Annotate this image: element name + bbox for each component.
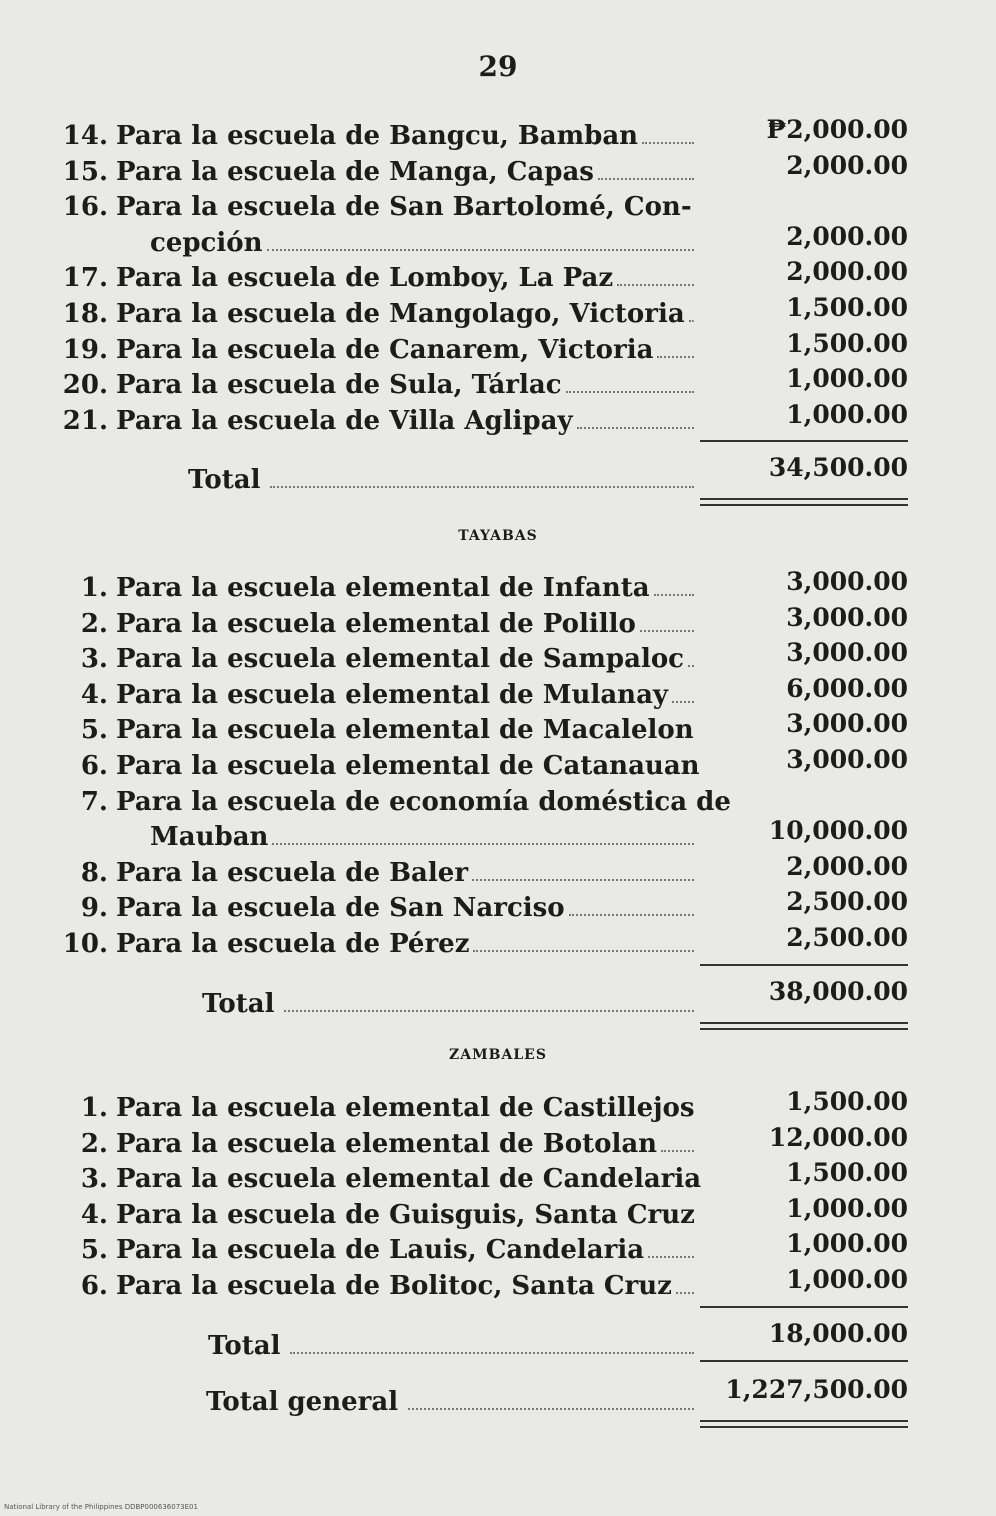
dot-leader: [598, 178, 694, 180]
grand-total-amount: 1,227,500.00: [725, 1374, 908, 1404]
item-number: 7.: [80, 786, 108, 817]
item-amount: 1,500.00: [786, 1087, 908, 1116]
item-number: 19.: [62, 334, 108, 365]
dot-leader: [290, 1352, 694, 1354]
item-amount: 3,000.00: [786, 567, 908, 596]
item-amount: ₱2,000.00: [766, 115, 908, 144]
item-number: 3.: [80, 1164, 108, 1195]
item-number: 14.: [62, 121, 108, 151]
item-number: 5.: [80, 715, 108, 746]
item-number: 21.: [62, 405, 108, 436]
dot-leader: [272, 843, 694, 845]
item-text: Para la escuela de Baler: [116, 857, 469, 888]
item-text: Para la escuela elemental de Macalelon: [116, 715, 694, 746]
dot-leader: [408, 1408, 694, 1410]
page-number: 29: [478, 50, 518, 83]
item-number: 3.: [80, 644, 108, 675]
dot-leader: [472, 879, 694, 881]
dot-leader: [284, 1010, 694, 1012]
item-text: cepción: [150, 227, 263, 258]
dot-leader: [577, 427, 694, 429]
item-number: 6.: [80, 1271, 108, 1301]
item-amount: 2,000.00: [786, 851, 908, 881]
item-amount: 1,000.00: [786, 1265, 908, 1294]
item-text: Para la escuela de Lauis, Candelaria: [116, 1235, 645, 1266]
item-amount: 2,000.00: [786, 257, 908, 287]
dot-leader: [657, 356, 694, 358]
item-amount: 1,500.00: [786, 293, 908, 322]
item-text: Para la escuela elemental de Botolan: [116, 1128, 658, 1159]
dot-leader: [566, 391, 694, 393]
dot-leader: [617, 284, 694, 286]
item-text: Para la escuela de Villa Aglipay: [116, 405, 573, 436]
item-amount: 1,000.00: [786, 399, 908, 429]
item-amount: 1,000.00: [786, 1229, 908, 1259]
item-text: Para la escuela de Lomboy, La Paz: [116, 263, 614, 294]
item-number: 2.: [80, 608, 108, 639]
dot-leader: [688, 665, 694, 667]
item-text: Para la escuela de Pérez: [116, 929, 470, 959]
item-number: 20.: [62, 370, 108, 401]
item-amount: 1,500.00: [786, 328, 908, 358]
item-number: 18.: [62, 299, 108, 329]
item-amount: 2,000.00: [786, 221, 908, 251]
item-number: 9.: [80, 893, 108, 924]
item-text: Para la escuela de San Narciso: [116, 893, 565, 924]
dot-leader: [661, 1150, 694, 1152]
total-amount: 38,000.00: [768, 976, 908, 1006]
item-text: Para la escuela de Bolitoc, Santa Cruz: [116, 1271, 672, 1301]
item-amount: 3,000.00: [786, 602, 908, 632]
item-text: Para la escuela de Manga, Capas: [116, 156, 594, 187]
item-text: Mauban: [150, 822, 269, 853]
dot-leader: [473, 950, 694, 952]
item-number: 1.: [80, 573, 108, 603]
dot-leader: [642, 142, 694, 144]
total-double-rule: [700, 498, 908, 506]
item-amount: 1,000.00: [786, 364, 908, 394]
total-amount: 18,000.00: [768, 1318, 908, 1348]
item-text: Para la escuela de Mangolago, Victoria: [116, 299, 685, 329]
dot-leader: [672, 701, 694, 703]
total-double-rule: [700, 1022, 908, 1030]
total-label: Total: [208, 1330, 281, 1361]
subtotal-rule: [700, 964, 908, 966]
item-amount: 12,000.00: [768, 1122, 908, 1152]
item-text: Para la escuela de Bangcu, Bamban: [116, 121, 639, 151]
subtotal-rule: [700, 440, 908, 442]
total-rule: [700, 1360, 908, 1362]
item-text: Para la escuela de economía doméstica de: [116, 786, 731, 817]
dot-leader: [569, 914, 694, 916]
dot-leader: [689, 320, 694, 322]
dot-leader: [676, 1292, 694, 1294]
item-number: 8.: [80, 857, 108, 888]
item-amount: 3,000.00: [786, 638, 908, 668]
item-amount: 10,000.00: [768, 816, 908, 846]
item-amount: 2,500.00: [786, 887, 908, 917]
dot-leader: [270, 486, 694, 488]
library-footer: National Library of the Philippines DDBP000636073E01: [4, 1503, 198, 1511]
item-text: Para la escuela elemental de Polillo: [116, 608, 636, 639]
grand-total-double-rule: [700, 1420, 908, 1428]
item-amount: 6,000.00: [786, 673, 908, 703]
item-number: 16.: [62, 192, 108, 223]
item-number: 6.: [80, 751, 108, 781]
item-number: 4.: [80, 1199, 108, 1230]
total-label: Total: [202, 988, 275, 1019]
item-text: Para la escuela de Sula, Tárlac: [116, 370, 562, 401]
dot-leader: [267, 249, 694, 251]
item-amount: 1,500.00: [786, 1158, 908, 1188]
item-text: Para la escuela elemental de Mulanay: [116, 679, 669, 710]
item-text: Para la escuela elemental de Catanauan: [116, 751, 700, 781]
item-amount: 2,000.00: [786, 150, 908, 180]
item-number: 4.: [80, 679, 108, 710]
item-amount: 2,500.00: [786, 923, 908, 952]
item-number: 1.: [80, 1093, 108, 1123]
item-number: 2.: [80, 1128, 108, 1159]
item-number: 17.: [62, 263, 108, 294]
item-number: 5.: [80, 1235, 108, 1266]
item-number: 15.: [62, 156, 108, 187]
item-text: Para la escuela elemental de Candelaria: [116, 1164, 702, 1195]
item-number: 10.: [62, 929, 108, 959]
section-heading: TAYABAS: [458, 528, 538, 544]
item-text: Para la escuela de Canarem, Victoria: [116, 334, 654, 365]
section-heading: ZAMBALES: [449, 1047, 547, 1063]
dot-leader: [654, 594, 694, 596]
dot-leader: [640, 630, 694, 632]
item-text: Para la escuela de San Bartolomé, Con-: [116, 192, 692, 223]
item-text: Para la escuela elemental de Castillejos: [116, 1093, 695, 1123]
subtotal-rule: [700, 1306, 908, 1308]
grand-total-label: Total general: [206, 1386, 399, 1417]
dot-leader: [648, 1256, 694, 1258]
item-amount: 3,000.00: [786, 709, 908, 739]
item-amount: 3,000.00: [786, 745, 908, 774]
total-amount: 34,500.00: [768, 453, 908, 483]
item-text: Para la escuela elemental de Sampaloc: [116, 644, 684, 675]
item-amount: 1,000.00: [786, 1193, 908, 1223]
total-label: Total: [188, 465, 261, 496]
item-text: Para la escuela de Guisguis, Santa Cruz: [116, 1199, 695, 1230]
item-text: Para la escuela elemental de Infanta: [116, 573, 650, 603]
